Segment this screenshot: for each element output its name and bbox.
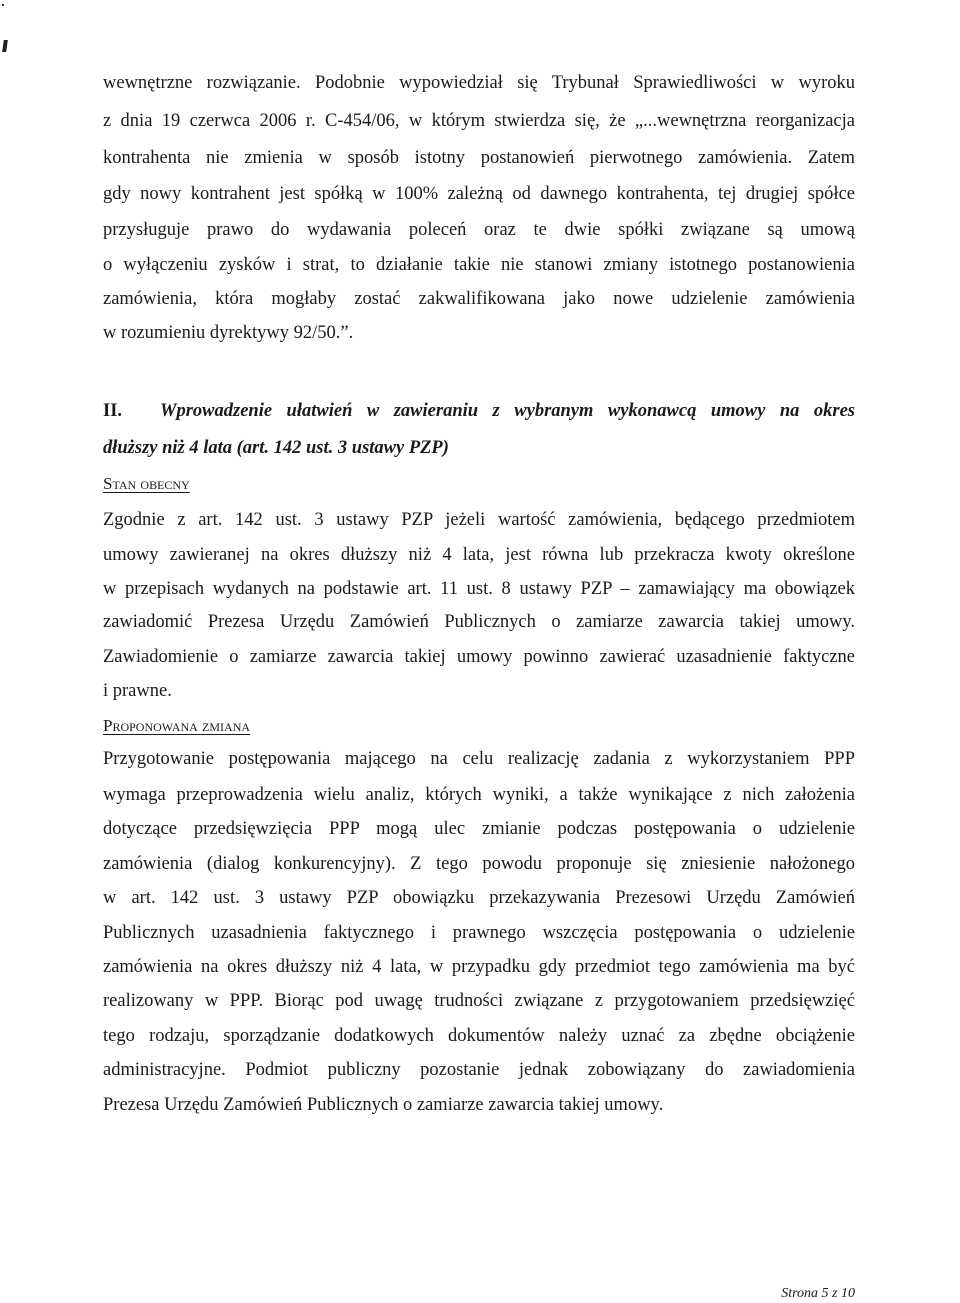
paragraph-1-line-5: przysługuje prawo do wydawania poleceń oraz te dwie spółki związane są umową bbox=[103, 220, 855, 240]
proponowana-zmiana-label: Proponowana zmiana bbox=[103, 716, 251, 735]
paragraph-2-line-4: zawiadomić Prezesa Urzędu Zamówień Publicznych o zamiarze zawarcia takiej umowy. bbox=[103, 612, 855, 632]
paragraph-2-line-2: umowy zawieranej na okres dłuższy niż 4 lata, jest równa lub przekracza kwoty określone bbox=[103, 545, 855, 565]
paragraph-3-line-4: zamówienia (dialog konkurencyjny). Z tego powodu proponuje się zniesienie nałożonego bbox=[103, 854, 855, 874]
paragraph-3-line-5: w art. 142 ust. 3 ustawy PZP obowiązku przekazywania Prezesowi Urzędu Zamówień bbox=[103, 888, 855, 908]
paragraph-1-line-6: o wyłączeniu zysków i strat, to działanie takie nie stanowi zmiany istotnego postanowienia bbox=[103, 255, 855, 275]
paragraph-2-line-6: i prawne. bbox=[103, 681, 172, 701]
paragraph-3-line-9: tego rodzaju, sporządzanie dodatkowych dokumentów należy uznać za zbędne obciążenie bbox=[103, 1026, 855, 1046]
paragraph-1-line-2: z dnia 19 czerwca 2006 r. C-454/06, w którym stwierdza się, że „...wewnętrzna reorganizacja bbox=[103, 111, 855, 131]
paragraph-3-line-8: realizowany w PPP. Biorąc pod uwagę trudności związane z przygotowaniem przedsięwzięć bbox=[103, 991, 855, 1011]
paragraph-3-line-3: dotyczące przedsięwzięcia PPP mogą ulec zmianie podczas postępowania o udzielenie bbox=[103, 819, 855, 839]
section-2-number: II. bbox=[103, 401, 123, 421]
paragraph-3-line-2: wymaga przeprowadzenia wielu analiz, których wyniki, a także wynikające z nich założenia bbox=[103, 785, 855, 805]
paragraph-1-line-4: gdy nowy kontrahent jest spółką w 100% zależną od dawnego kontrahenta, tej drugiej spółce bbox=[103, 184, 855, 204]
scan-artifact-dot bbox=[2, 4, 4, 6]
paragraph-2-line-5: Zawiadomienie o zamiarze zawarcia takiej umowy powinno zawierać uzasadnienie faktyczne bbox=[103, 647, 855, 667]
paragraph-3-line-10: administracyjne. Podmiot publiczny pozostanie jednak zobowiązany do zawiadomienia bbox=[103, 1060, 855, 1080]
page-number-footer: Strona 5 z 10 bbox=[781, 1286, 855, 1301]
paragraph-1-line-3: kontrahenta nie zmienia w sposób istotny postanowień pierwotnego zamówienia. Zatem bbox=[103, 148, 855, 168]
paragraph-1-line-8: w rozumieniu dyrektywy 92/50.”. bbox=[103, 323, 354, 343]
stan-obecny-label: Stan obecny bbox=[103, 474, 190, 493]
paragraph-3-line-1: Przygotowanie postępowania mającego na celu realizację zadania z wykorzystaniem PPP bbox=[103, 749, 855, 769]
paragraph-2-line-3: w przepisach wydanych na podstawie art. 11 ust. 8 ustawy PZP – zamawiający ma obowiązek bbox=[103, 579, 855, 599]
paragraph-3-line-7: zamówienia na okres dłuższy niż 4 lata, w przypadku gdy przedmiot tego zamówienia ma być bbox=[103, 957, 855, 977]
paragraph-3-line-11: Prezesa Urzędu Zamówień Publicznych o zamiarze zawarcia takiej umowy. bbox=[103, 1095, 664, 1115]
scan-artifact-mark bbox=[2, 40, 8, 52]
paragraph-3-line-6: Publicznych uzasadnienia faktycznego i prawnego wszczęcia postępowania o udzielenie bbox=[103, 923, 855, 943]
section-2-title-line-2: dłuższy niż 4 lata (art. 142 ust. 3 ustawy PZP) bbox=[103, 438, 449, 458]
paragraph-2-line-1: Zgodnie z art. 142 ust. 3 ustawy PZP jeżeli wartość zamówienia, będącego przedmiotem bbox=[103, 510, 855, 530]
paragraph-1-line-1: wewnętrzne rozwiązanie. Podobnie wypowiedział się Trybunał Sprawiedliwości w wyroku bbox=[103, 73, 855, 93]
paragraph-1-line-7: zamówienia, która mogłaby zostać zakwalifikowana jako nowe udzielenie zamówienia bbox=[103, 289, 855, 309]
section-2-title-line-1: Wprowadzenie ułatwień w zawieraniu z wybranym wykonawcą umowy na okres bbox=[160, 401, 855, 421]
